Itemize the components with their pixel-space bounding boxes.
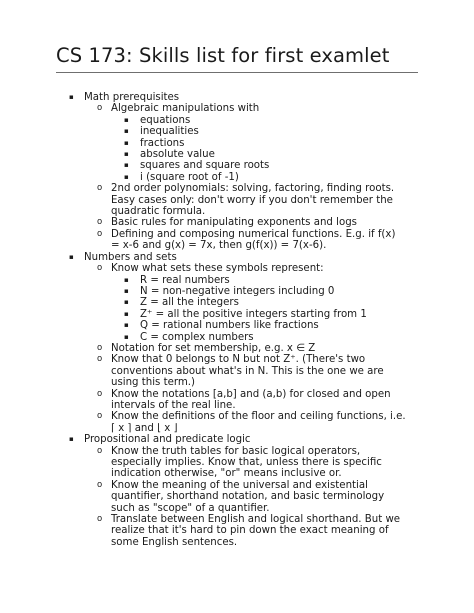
title-divider: [56, 72, 418, 73]
bullet-marker: o: [97, 388, 103, 399]
sub-list-item-text: N = non-negative integers including 0: [140, 285, 335, 297]
section-heading-text: Numbers and sets: [84, 251, 177, 263]
sub-list-item: [0, 320, 406, 331]
sub-list-item-text: i (square root of -1): [140, 171, 239, 183]
bullet-marker: ▪: [124, 150, 129, 159]
bullet-marker: ▪: [124, 286, 129, 295]
bullet-marker: o: [97, 228, 103, 239]
section-heading: [0, 92, 406, 103]
list-item-text: Know the notations [a,b] and (a,b) for closed and open intervals of the real line.: [111, 388, 391, 411]
sub-list-item: [0, 286, 406, 297]
bullet-marker: o: [97, 411, 103, 422]
list-item-text: Basic rules for manipulating exponents and logs: [111, 217, 357, 229]
bullet-marker: o: [97, 445, 103, 456]
sub-list-item: [0, 126, 406, 137]
sub-list-item: [0, 138, 406, 149]
bullet-marker: ▪: [69, 252, 74, 261]
list-item-text: Defining and composing numerical functions. E.g. if f(x) = x-6 and g(x) = 7x, then g(f(x)) = 7(x-6).: [111, 228, 396, 252]
section-heading: [0, 434, 406, 445]
sub-list-item-text: fractions: [140, 137, 185, 149]
bullet-marker: o: [97, 479, 103, 490]
page-title: CS 173: Skills list for first examlet: [56, 44, 390, 67]
sub-list-item-text: squares and square roots: [140, 160, 270, 172]
bullet-marker: ▪: [124, 138, 129, 147]
bullet-marker: ▪: [124, 275, 129, 284]
sub-list-item: [0, 332, 406, 343]
section-heading-text: Propositional and predicate logic: [84, 434, 251, 446]
list-item: [0, 103, 406, 114]
sub-list-item: [0, 297, 406, 308]
list-item: [0, 480, 406, 514]
bullet-marker: ▪: [124, 127, 129, 136]
sub-list-item-text: R = real numbers: [140, 274, 230, 286]
list-item-text: Notation for set membership, e.g. x ∈ Z: [111, 342, 316, 354]
bullet-marker: ▪: [124, 332, 129, 341]
bullet-marker: o: [97, 217, 103, 228]
bullet-marker: ▪: [124, 161, 129, 170]
sub-list-item-text: absolute value: [140, 149, 215, 161]
sub-list-item: [0, 309, 406, 320]
list-item-text: Know the meaning of the universal and existential quantifier, shorthand notation, and basic terminology such as "scope" of a quantifier.: [111, 479, 385, 514]
list-item-text: Know the definitions of the floor and ceiling functions, i.e. ⌈ x ⌉ and ⌊ x ⌋: [111, 411, 406, 434]
section-heading: [0, 252, 406, 263]
sub-list-item: [0, 115, 406, 126]
sub-list-item-text: equations: [140, 114, 191, 126]
bullet-marker: ▪: [124, 321, 129, 330]
list-item-text: Know the truth tables for basic logical operators, especially implies. Know that, unless there is specific indication otherwise, "or" means inclusive or.: [111, 445, 382, 480]
bullet-marker: ▪: [124, 172, 129, 181]
bullet-marker: o: [97, 263, 103, 274]
list-item: [0, 354, 406, 388]
bullet-marker: o: [97, 342, 103, 353]
sub-list-item: [0, 275, 406, 286]
list-item: [0, 263, 406, 274]
list-item: [0, 183, 406, 217]
sub-list-item: [0, 149, 406, 160]
sub-list-item-text: C = complex numbers: [140, 331, 254, 343]
list-item: [0, 389, 406, 412]
list-item: [0, 229, 406, 252]
section-heading-text: Math prerequisites: [84, 92, 180, 103]
sub-list-item-text: Z⁺ = all the positive integers starting from 1: [140, 308, 367, 320]
list-item: [0, 514, 406, 548]
bullet-marker: o: [97, 354, 103, 365]
skills-list: [0, 92, 474, 548]
bullet-marker: ▪: [69, 93, 74, 101]
bullet-marker: ▪: [124, 115, 129, 124]
list-item: [0, 343, 406, 354]
sub-list-item-text: inequalities: [140, 126, 199, 138]
bullet-marker: o: [97, 514, 103, 525]
sub-list-item-text: Q = rational numbers like fractions: [140, 320, 319, 332]
list-item: [0, 411, 406, 434]
bullet-marker: ▪: [124, 298, 129, 307]
bullet-marker: o: [97, 103, 103, 114]
list-item-text: Know what sets these symbols represent:: [111, 263, 324, 275]
list-item-text: Translate between English and logical shorthand. But we realize that it's hard to pin down the exact meaning of some English sentences.: [111, 514, 401, 548]
bullet-marker: o: [97, 183, 103, 194]
list-item-text: Algebraic manipulations with: [111, 103, 260, 115]
list-item-text: 2nd order polynomials: solving, factoring, finding roots. Easy cases only: don't worry if you don't remember the quadratic formula.: [111, 183, 395, 218]
list-item-text: Know that 0 belongs to N but not Z⁺. (There's two conventions about what's in N. This is the one we are using this term.): [111, 354, 384, 389]
sub-list-item: [0, 172, 406, 183]
sub-list-item: [0, 160, 406, 171]
bullet-marker: ▪: [69, 435, 74, 444]
sub-list-item-text: Z = all the integers: [140, 297, 239, 309]
bullet-marker: ▪: [124, 309, 129, 318]
list-item: [0, 217, 406, 228]
list-item: [0, 446, 406, 480]
